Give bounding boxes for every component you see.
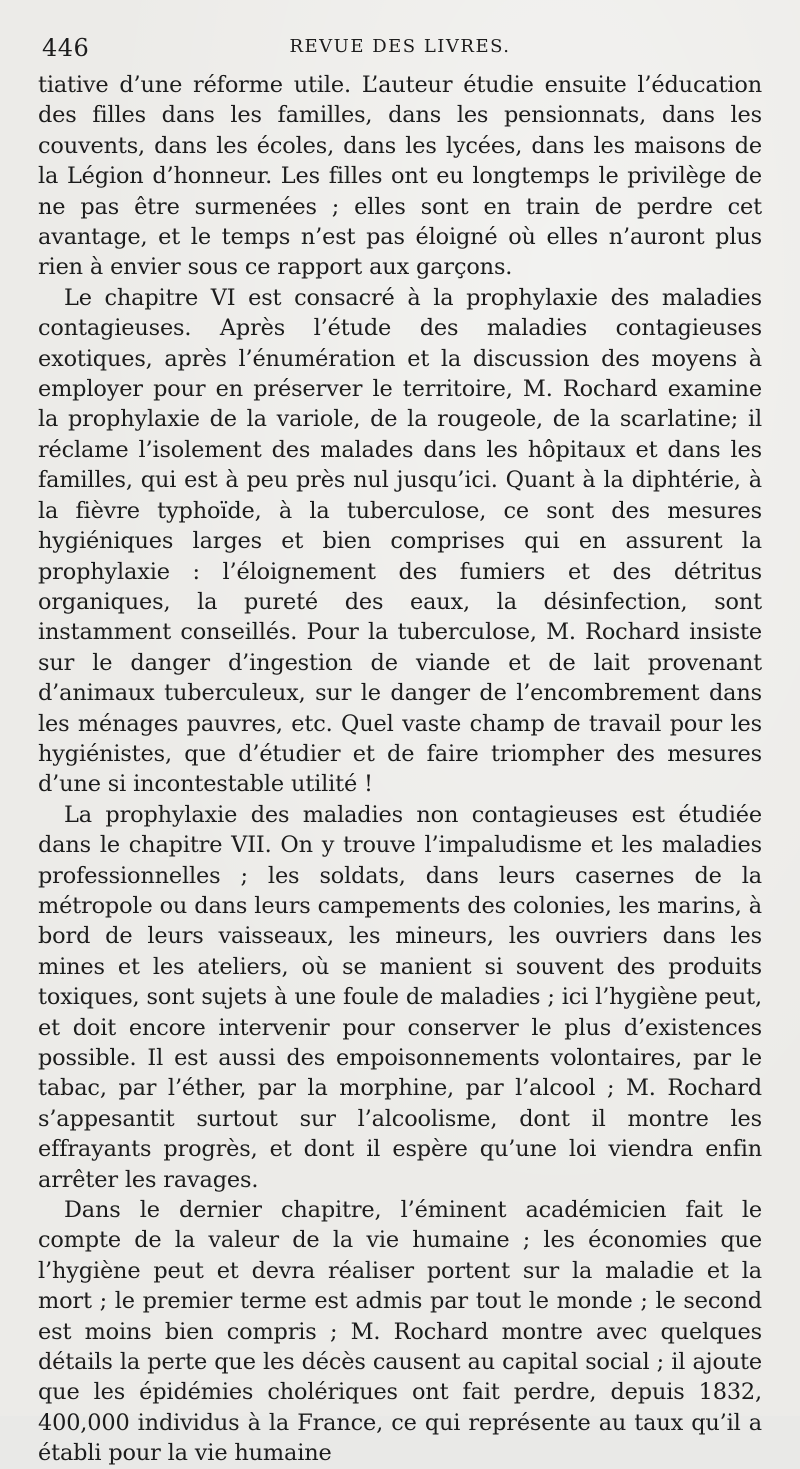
body-text: [38, 70, 762, 1469]
page-header: [40, 30, 760, 64]
paragraph-chapter-vii: La prophylaxie des maladies non contagieuses est étudiée dans le chapitre VII. On y trouve l’impaludisme et les maladies professionnelles ; les soldats, dans leurs casernes de la métropole ou dans leurs campements des colonies, les marins, à bord de leurs vaisseaux, les mineurs, les ouvriers dans les mines et les ateliers, où se manient si souvent des produits toxiques, sont sujets à une foule de maladies ; ici l’hygiène peut, et doit encore intervenir pour conserver le plus d’existences possible. Il est aussi des empoisonnements volontaires, par le tabac, par l’éther, par la morphine, par l’alcool ; M. Rochard s’appesantit surtout sur l’alcoolisme, dont il montre les effrayants progrès, et dont il espère qu’une loi viendra enfin arrêter les ravages.: [38, 801, 762, 1193]
page-number: 446: [42, 34, 90, 62]
running-head: REVUE DES LIVRES.: [289, 36, 511, 57]
paragraph-continuation: tiative d’une réforme utile. L’auteur étudie ensuite l’éducation des filles dans les familles, dans les pensionnats, dans les couvents, dans les écoles, dans les lycées, dans les maisons de la Légion d’honneur. Les filles ont eu longtemps le privilège de ne pas être surmenées ; elles sont en train de perdre cet avantage, et le temps n’est pas éloigné où elles n’auront plus rien à envier sous ce rapport aux garçons.: [38, 72, 762, 281]
paragraph-chapter-vi: Le chapitre VI est consacré à la prophylaxie des maladies contagieuses. Après l’étude des maladies contagieuses exotiques, après l’énumération et la discussion des moyens à employer pour en préserver le territoire, M. Rochard examine la prophylaxie de la variole, de la rougeole, de la scarlatine; il réclame l’isolement des malades dans les hôpitaux et dans les familles, qui est à peu près nul jusqu’ici. Quant à la diphtérie, à la fièvre typhoïde, à la tuberculose, ce sont des mesures hygiéniques larges et bien comprises qui en assurent la prophylaxie : l’éloignement des fumiers et des détritus organiques, la pureté des eaux, la désinfection, sont instamment conseillés. Pour la tuberculose, M. Rochard insiste sur le danger d’ingestion de viande et de lait provenant d’animaux tuberculeux, sur le danger de l’encombrement dans les ménages pauvres, etc. Quel vaste champ de travail pour les hygiénistes, que d’étudier et de faire triompher des mesures d’une si incontestable utilité !: [38, 284, 762, 798]
paragraph-last-chapter: Dans le dernier chapitre, l’éminent académicien fait le compte de la valeur de la vie humaine ; les économies que l’hygiène peut et devra réaliser portent sur la maladie et la mort ; le premier terme est admis par tout le monde ; le second est moins bien compris ; M. Rochard montre avec quelques détails la perte que les décès causent au capital social ; il ajoute que les épidémies cholériques ont fait perdre, depuis 1832, 400,000 individus à la France, ce qui représente au taux qu’il a établi pour la vie humaine: [38, 1197, 762, 1467]
